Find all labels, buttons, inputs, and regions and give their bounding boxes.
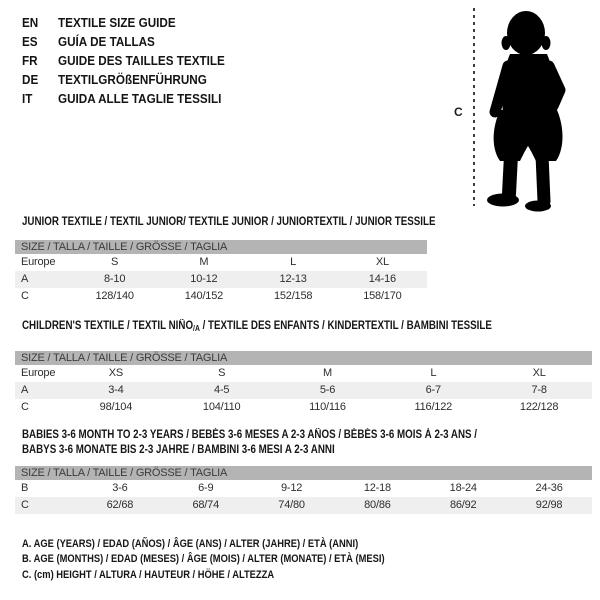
cell: 68/74 — [163, 497, 249, 514]
cell: M — [323, 367, 332, 379]
cell: 62/68 — [77, 497, 163, 514]
cell: 128/140 — [95, 290, 134, 302]
language-row-de — [22, 70, 225, 89]
language-row-it — [22, 89, 225, 108]
row-label: C — [15, 497, 77, 514]
table-row — [15, 399, 592, 416]
language-code: ES — [22, 34, 38, 49]
language-title: TEXTILE SIZE GUIDE — [58, 15, 176, 30]
cell: 12-13 — [249, 271, 338, 288]
cell: 80/86 — [334, 497, 420, 514]
babies-size-grid — [15, 480, 592, 514]
cell: 122/128 — [519, 401, 559, 413]
table-row — [15, 480, 592, 497]
row-label: B — [21, 482, 29, 494]
babies-title-line2: BABYS 3-6 MONATE BIS 2-3 JAHRE / BAMBINI 3-6 MESI A 2-3 ANNI — [22, 444, 335, 456]
row-label: A — [15, 382, 63, 399]
cell: 3-4 — [63, 382, 169, 399]
language-row-en — [22, 13, 225, 32]
row-label: C — [21, 401, 29, 413]
language-code: EN — [22, 15, 39, 30]
babies-section-title — [22, 428, 477, 458]
cell: 116/122 — [414, 401, 453, 413]
cell: 24-36 — [535, 482, 563, 494]
row-label: A — [15, 271, 70, 288]
cell: 152/158 — [273, 290, 313, 302]
cell: 86/92 — [420, 497, 506, 514]
cell: 12-18 — [363, 482, 391, 494]
language-title: GUIDA ALLE TAGLIE TESSILI — [58, 91, 222, 106]
table-row — [15, 382, 592, 399]
size-header-bar: SIZE / TALLA / TAILLE / GRÖSSE / TAGLIA — [15, 466, 592, 480]
children-size-table — [15, 351, 592, 416]
table-row — [15, 271, 427, 288]
row-label: Europe — [21, 256, 56, 268]
children-title-text: / TEXTILE DES ENFANTS / KINDERTEXTIL / BAMBINI TESSILE — [199, 320, 492, 332]
footnote-legend — [22, 537, 385, 583]
cell: 6-7 — [380, 382, 486, 399]
cell: 4-5 — [169, 382, 275, 399]
cell: XS — [108, 367, 124, 379]
row-label: C — [21, 290, 29, 302]
cell: S — [218, 367, 226, 379]
cell: 158/170 — [363, 290, 402, 302]
cell: 9-12 — [280, 482, 303, 494]
cell: L — [430, 367, 437, 379]
cell: L — [290, 256, 297, 268]
language-code: FR — [22, 53, 38, 68]
cell: XL — [532, 367, 546, 379]
language-title: TEXTILGRÖßENFÜHRUNG — [58, 72, 207, 87]
cell: 140/152 — [184, 290, 224, 302]
language-code: IT — [22, 91, 33, 106]
cell: 98/104 — [99, 401, 133, 413]
cell: 5-6 — [275, 382, 381, 399]
cell: 18-24 — [449, 482, 477, 494]
children-size-grid — [15, 365, 592, 416]
language-code: DE — [22, 72, 39, 87]
table-row — [15, 365, 592, 382]
children-title-text: CHILDREN'S TEXTILE / TEXTIL NIÑO — [22, 320, 194, 332]
babies-title-line1: BABIES 3-6 MONTH TO 2-3 YEARS / BEBÉS 3-6 MESES A 2-3 AÑOS / BÉBÉS 3-6 MOIS À 2-3 ANS / — [22, 429, 478, 441]
language-title: GUIDE DES TAILLES TEXTILE — [58, 53, 225, 68]
language-row-es — [22, 32, 225, 51]
language-list — [22, 13, 225, 108]
cell: 7-8 — [486, 382, 592, 399]
cell: 74/80 — [249, 497, 335, 514]
row-label: Europe — [21, 367, 56, 379]
size-header-bar: SIZE / TALLA / TAILLE / GRÖSSE / TAGLIA — [15, 240, 427, 254]
footnote-a: A. AGE (YEARS) / EDAD (AÑOS) / ÂGE (ANS) / ALTER (JAHRE) / ETÀ (ANNI) — [22, 538, 359, 550]
cell: 92/98 — [506, 497, 592, 514]
baby-silhouette-icon — [480, 0, 600, 220]
cell: M — [199, 256, 209, 268]
cell: 10-12 — [159, 271, 248, 288]
cell: XL — [375, 256, 389, 268]
table-row — [15, 497, 592, 514]
height-measure-dashed-line — [473, 8, 475, 206]
cell: 6-9 — [198, 482, 214, 494]
footnote-b: B. AGE (MONTHS) / EDAD (MESES) / ÂGE (MOIS) / ALTER (MONATE) / ETÀ (MESI) — [22, 553, 385, 566]
cell: 3-6 — [112, 482, 128, 494]
cell: 110/116 — [309, 401, 346, 413]
junior-size-grid — [15, 254, 427, 305]
table-row — [15, 254, 427, 271]
babies-size-table — [15, 466, 592, 514]
size-header-bar: SIZE / TALLA / TAILLE / GRÖSSE / TAGLIA — [15, 351, 592, 365]
junior-section-title: JUNIOR TEXTILE / TEXTIL JUNIOR/ TEXTILE JUNIOR / JUNIORTEXTIL / JUNIOR TESSILE — [22, 216, 436, 228]
language-row-fr — [22, 51, 225, 70]
cell: 104/110 — [202, 401, 241, 413]
cell: 14-16 — [338, 271, 427, 288]
language-title: GUÍA DE TALLAS — [58, 34, 155, 49]
footnote-c: C. (cm) HEIGHT / ALTURA / HAUTEUR / HÖHE / ALTEZZA — [22, 568, 275, 581]
junior-size-table — [15, 240, 427, 305]
children-section-title — [22, 320, 492, 335]
cell: S — [111, 256, 119, 268]
height-measure-label: C — [454, 105, 463, 119]
children-title-subscript: /A — [193, 324, 200, 333]
cell: 8-10 — [70, 271, 159, 288]
table-row — [15, 288, 427, 305]
